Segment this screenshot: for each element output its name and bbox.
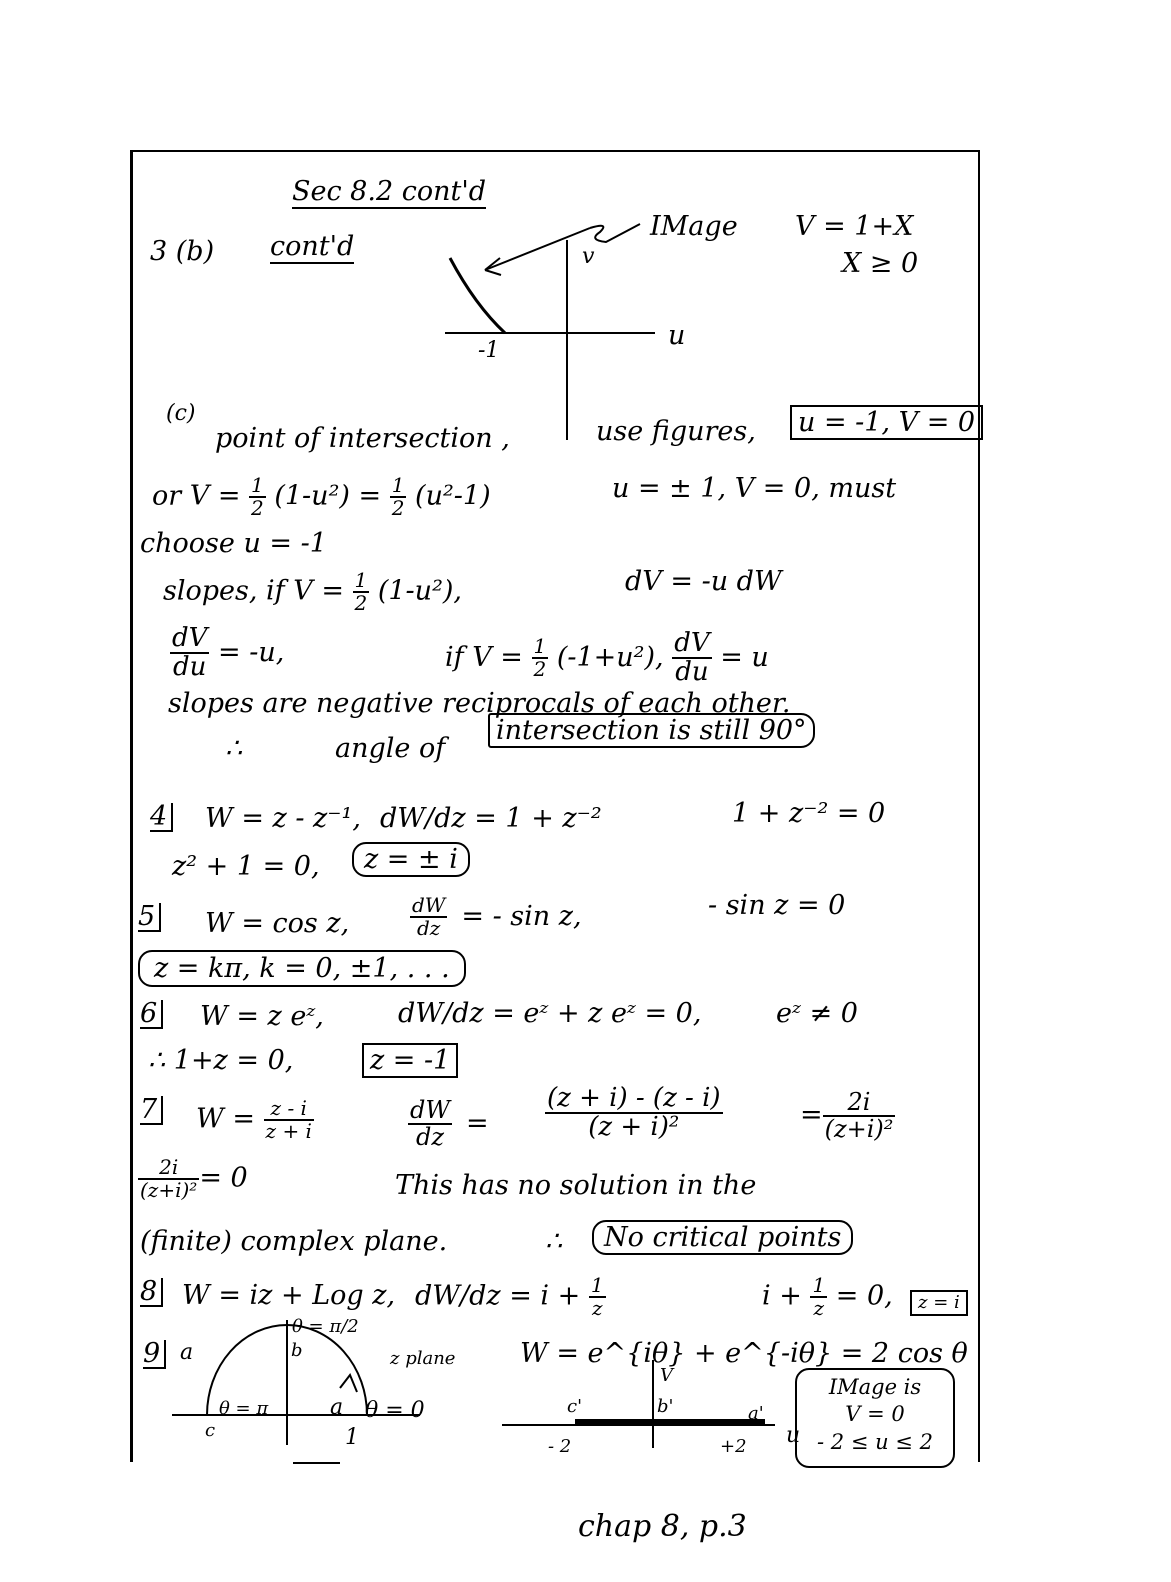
axis-v-label: v bbox=[582, 244, 595, 269]
theta-pi-over-2: θ = π/2 bbox=[292, 1316, 359, 1337]
point-b-prime: b' bbox=[657, 1396, 674, 1417]
line-2d: u = ± 1, V = 0, must bbox=[612, 473, 897, 504]
line-5: $\frac{dV}{du}$ = -u, bbox=[172, 623, 285, 683]
problem-5-label: 5 bbox=[138, 903, 161, 932]
p6-eq4: ∴ 1+z = 0, bbox=[148, 1045, 294, 1076]
therefore-3c: ∴ bbox=[225, 733, 243, 764]
image-label: IMage bbox=[650, 211, 738, 242]
tick-plus-two: +2 bbox=[720, 1436, 747, 1457]
line-4: slopes, if V = $\frac{1}{2}$ (1-u²), bbox=[163, 568, 463, 615]
pointer-tail bbox=[590, 224, 640, 242]
tick-minus-one: -1 bbox=[478, 338, 500, 363]
answer-box-intersection-point: u = -1, V = 0 bbox=[790, 405, 983, 440]
answer-box-p8: z = i bbox=[910, 1290, 968, 1316]
point-c-prime: c' bbox=[567, 1396, 583, 1417]
tick-minus-two: - 2 bbox=[548, 1436, 572, 1457]
line-3: choose u = -1 bbox=[140, 528, 327, 559]
line-1b: use figures, bbox=[596, 416, 756, 447]
figure-9-w-plane bbox=[502, 1360, 775, 1448]
page-footer: chap 8, p.3 bbox=[578, 1509, 747, 1544]
therefore-p7: ∴ bbox=[545, 1226, 563, 1257]
p7-line3: (finite) complex plane. bbox=[140, 1226, 448, 1257]
answer-box-p7: No critical points bbox=[592, 1220, 853, 1255]
p8-eq3: i + $\frac{1}{z}$ = 0, bbox=[762, 1273, 893, 1320]
answer-box-p5: z = kπ, k = 0, ±1, . . . bbox=[138, 950, 466, 987]
answer-box-p9-line1: IMage is bbox=[828, 1375, 922, 1399]
theta-pi: θ = π bbox=[219, 1398, 269, 1419]
p9-sub-a: a bbox=[180, 1340, 194, 1365]
problem-3b-label: 3 (b) bbox=[150, 236, 215, 267]
answer-box-p9-line2: V = 0 bbox=[845, 1402, 905, 1427]
problem-7-label: 7 bbox=[140, 1096, 163, 1125]
p9-eq: W = e^{iθ} + e^{-iθ} = 2 cos θ bbox=[520, 1338, 968, 1369]
image-eq-2: X ≥ 0 bbox=[842, 248, 919, 279]
theta-zero: θ = 0 bbox=[365, 1398, 425, 1423]
section-title: Sec 8.2 cont'd bbox=[292, 176, 487, 207]
image-curve bbox=[450, 258, 505, 333]
p7-line2b: This has no solution in the bbox=[395, 1170, 757, 1201]
p7-w: W = $\frac{z - i}{z + i}$ bbox=[196, 1096, 312, 1143]
p7-result: = $\frac{2i}{\text{(z+i)²}}$ bbox=[800, 1088, 894, 1144]
answer-box-angle: intersection is still 90° bbox=[488, 713, 815, 748]
answer-box-p9 bbox=[795, 1368, 955, 1468]
line-5b: if V = $\frac{1}{2}$ (-1+u²), $\frac{dV}{du}$ = u bbox=[445, 628, 769, 688]
axis-u-label: u bbox=[668, 320, 686, 351]
problem-9-label: 9 bbox=[143, 1340, 166, 1369]
z-plane-label: z plane bbox=[390, 1348, 456, 1369]
p7-quotient: $\frac{(z + i) - (z - i)}{\text{(z + i)²}}$ bbox=[547, 1083, 721, 1143]
line-4c: dV = -u dW bbox=[625, 566, 782, 597]
answer-box-p4: z = ± i bbox=[352, 842, 470, 877]
p6-eq2: dW/dz = eᶻ + z eᶻ = 0, bbox=[398, 998, 702, 1029]
image-eq-1: V = 1+X bbox=[795, 211, 914, 242]
answer-box-p6: z = -1 bbox=[362, 1043, 458, 1078]
point-a: a bbox=[330, 1395, 344, 1420]
line-2: or V = $\frac{1}{2}$ (1-u²) = $\frac{1}{2}$ (u²-1) bbox=[152, 473, 491, 520]
problem-6-label: 6 bbox=[140, 1000, 163, 1029]
point-c: c bbox=[205, 1420, 216, 1441]
p6-eq3: eᶻ ≠ 0 bbox=[776, 998, 858, 1029]
p6-eq1: W = z eᶻ, bbox=[200, 1001, 324, 1032]
problem-3c-label: (c) bbox=[166, 401, 196, 426]
p4-eq2: dW/dz = 1 + z⁻² bbox=[380, 803, 602, 834]
w-axis-u: u bbox=[786, 1423, 801, 1448]
answer-box-p9-line3: - 2 ≤ u ≤ 2 bbox=[817, 1429, 933, 1454]
pointer-line bbox=[485, 228, 590, 270]
semicircle-arrow bbox=[340, 1375, 357, 1392]
p5-eq3: - sin z = 0 bbox=[708, 890, 846, 921]
point-one: 1 bbox=[345, 1425, 359, 1450]
p7-line2: $\frac{2i}{\text{(z+i)²}}$ = 0 bbox=[140, 1155, 248, 1202]
point-a-prime: a' bbox=[748, 1403, 764, 1424]
p4-eq3: 1 + z⁻² = 0 bbox=[732, 798, 886, 829]
problem-3b-contd: cont'd bbox=[270, 231, 355, 262]
line-6: slopes are negative reciprocals of each other. bbox=[168, 688, 791, 719]
p4-eq4: z² + 1 = 0, bbox=[172, 851, 320, 882]
p8-eq2: dW/dz = i + $\frac{1}{z}$ bbox=[415, 1273, 604, 1320]
problem-4-label: 4 bbox=[150, 803, 173, 832]
point-b: b bbox=[291, 1340, 303, 1361]
p4-eq1: W = z - z⁻¹, bbox=[205, 803, 361, 834]
w-axis-v: V bbox=[660, 1365, 673, 1386]
p7-deriv: $\frac{dW}{dz}$ = bbox=[410, 1096, 489, 1152]
p5-eq1: W = cos z, bbox=[205, 908, 350, 939]
p8-eq1: W = iz + Log z, bbox=[182, 1280, 396, 1311]
p5-deriv: $\frac{dW}{dz}$ = - sin z, bbox=[412, 893, 582, 940]
line-7a: angle of bbox=[335, 733, 446, 764]
problem-8-label: 8 bbox=[140, 1278, 163, 1307]
figure-3b bbox=[445, 224, 655, 440]
line-1a: point of intersection , bbox=[215, 423, 510, 454]
